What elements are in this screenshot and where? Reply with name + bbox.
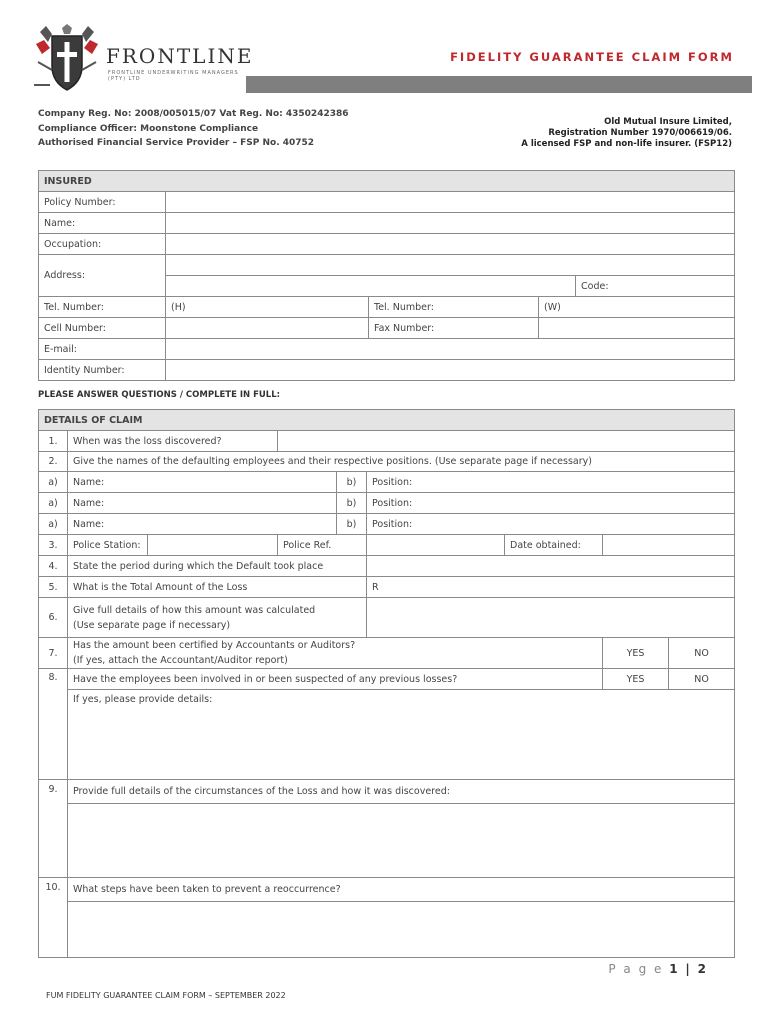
cell-number-field[interactable]: [166, 318, 369, 339]
q6-question: [68, 598, 367, 638]
frontline-logo: [32, 22, 254, 94]
emp3-position-label: Position:: [372, 518, 413, 530]
compliance-officer-line: Compliance Officer: Moonstone Compliance: [38, 123, 259, 134]
q9-question: Provide full details of the circumstances of the Loss and how it was discovered:: [68, 780, 735, 804]
police-station-field[interactable]: [148, 535, 278, 556]
q4-number: 4.: [39, 556, 68, 577]
insurer-name-line: Old Mutual Insure Limited,: [604, 117, 732, 127]
emp1-position-label: Position:: [372, 476, 413, 488]
identity-number-field[interactable]: [166, 360, 735, 381]
q5-question: What is the Total Amount of the Loss: [68, 577, 367, 598]
tel-w-field[interactable]: [539, 297, 735, 318]
emp3-name-label: Name:: [73, 518, 105, 530]
q1-answer-field[interactable]: [278, 431, 735, 452]
email-label: E-mail:: [39, 339, 166, 360]
q8-no-option[interactable]: NO: [669, 669, 735, 690]
insurer-license-line: A licensed FSP and non-life insurer. (FSP12): [521, 139, 732, 149]
code-field[interactable]: [576, 276, 735, 297]
page-number: [608, 962, 708, 976]
brand-subtitle: FRONTLINE UNDERWRITING MANAGERS (PTY) LTD: [108, 70, 239, 82]
emp2-position-field[interactable]: [367, 493, 735, 514]
emp1-name-label: Name:: [73, 476, 105, 488]
q8-question: Have the employees been involved in or been suspected of any previous losses?: [68, 669, 603, 690]
date-obtained-label: Date obtained:: [505, 535, 603, 556]
q8-details-label: If yes, please provide details:: [73, 694, 213, 705]
q6-line1: Give full details of how this amount was calculated: [73, 604, 316, 616]
code-label: Code:: [581, 280, 609, 292]
q3-number: 3.: [39, 535, 68, 556]
q1-question: When was the loss discovered?: [68, 431, 278, 452]
q2-question: Give the names of the defaulting employees and their respective positions. (Use separate page if necessary): [68, 452, 735, 472]
policy-number-label: Policy Number:: [39, 192, 166, 213]
cell-number-label: Cell Number:: [39, 318, 166, 339]
q9-number: 9.: [39, 780, 68, 878]
emp3-a-label: a): [39, 514, 68, 535]
policy-number-field[interactable]: [166, 192, 735, 213]
police-ref-field[interactable]: [367, 535, 505, 556]
police-ref-label: Police Ref.: [278, 535, 367, 556]
claim-heading: DETAILS OF CLAIM: [39, 410, 735, 431]
q7-number: 7.: [39, 638, 68, 669]
q7-no-option[interactable]: NO: [669, 638, 735, 669]
q6-line2: (Use separate page if necessary): [73, 619, 231, 631]
insurer-info: [521, 117, 732, 150]
fax-number-label: Fax Number:: [369, 318, 539, 339]
tel-number-label-h: Tel. Number:: [39, 297, 166, 318]
page-current: 1: [669, 962, 680, 976]
q8-number: 8.: [39, 669, 68, 780]
q7-question: [68, 638, 603, 669]
q4-answer-field[interactable]: [367, 556, 735, 577]
emp1-a-label: a): [39, 472, 68, 493]
tel-h-field[interactable]: [166, 297, 369, 318]
emp1-name-field[interactable]: [68, 472, 337, 493]
q1-number: 1.: [39, 431, 68, 452]
address-field-line2[interactable]: [166, 276, 576, 297]
name-label: Name:: [39, 213, 166, 234]
emp2-b-label: b): [337, 493, 367, 514]
q8-details-field[interactable]: [68, 690, 735, 780]
page-label: P a g e: [608, 962, 664, 976]
form-title: FIDELITY GUARANTEE CLAIM FORM: [450, 50, 734, 64]
q5-number: 5.: [39, 577, 68, 598]
q10-number: 10.: [39, 878, 68, 958]
emp3-b-label: b): [337, 514, 367, 535]
q6-answer-field[interactable]: [367, 598, 735, 638]
emp3-name-field[interactable]: [68, 514, 337, 535]
q10-answer-field[interactable]: [68, 902, 735, 958]
fsp-line: Authorised Financial Service Provider – FSP No. 40752: [38, 138, 315, 148]
instruction-text: PLEASE ANSWER QUESTIONS / COMPLETE IN FULL:: [38, 390, 281, 400]
address-label: Address:: [39, 255, 166, 297]
occupation-field[interactable]: [166, 234, 735, 255]
page-separator: |: [685, 962, 692, 976]
insurer-reg-line: Registration Number 1970/006619/06.: [548, 128, 732, 138]
q6-number: 6.: [39, 598, 68, 638]
q4-question: State the period during which the Default took place: [68, 556, 367, 577]
q7-yes-option[interactable]: YES: [603, 638, 669, 669]
insured-table: [38, 170, 735, 381]
occupation-label: Occupation:: [39, 234, 166, 255]
insured-heading: INSURED: [39, 171, 735, 192]
tel-h-label: (H): [171, 301, 186, 313]
police-station-label: Police Station:: [68, 535, 148, 556]
crest-icon: [32, 22, 102, 94]
emp2-name-label: Name:: [73, 497, 105, 509]
address-field-line1[interactable]: [166, 255, 735, 276]
q10-question: What steps have been taken to prevent a reoccurrence?: [68, 878, 735, 902]
tel-number-label-w: Tel. Number:: [369, 297, 539, 318]
name-field[interactable]: [166, 213, 735, 234]
emp2-position-label: Position:: [372, 497, 413, 509]
emp3-position-field[interactable]: [367, 514, 735, 535]
identity-number-label: Identity Number:: [39, 360, 166, 381]
brand-name: FRONTLINE: [106, 44, 254, 68]
claim-table: [38, 409, 735, 958]
q7-line1: Has the amount been certified by Accountants or Auditors?: [73, 640, 356, 651]
page-total: 2: [697, 962, 708, 976]
fax-number-field[interactable]: [539, 318, 735, 339]
emp1-position-field[interactable]: [367, 472, 735, 493]
footer-form-ref: FUM FIDELITY GUARANTEE CLAIM FORM – SEPTEMBER 2022: [46, 991, 286, 1000]
q7-line2: (If yes, attach the Accountant/Auditor report): [73, 655, 288, 666]
date-obtained-field[interactable]: [603, 535, 735, 556]
company-info: [38, 107, 349, 151]
q9-answer-field[interactable]: [68, 804, 735, 878]
title-bar: [246, 76, 752, 93]
emp2-name-field[interactable]: [68, 493, 337, 514]
company-reg-line: Company Reg. No: 2008/005015/07 Vat Reg. No: 4350242386: [38, 109, 349, 119]
q8-yes-option[interactable]: YES: [603, 669, 669, 690]
q2-number: 2.: [39, 452, 68, 472]
q5-answer-field[interactable]: [367, 577, 735, 598]
email-field[interactable]: [166, 339, 735, 360]
emp2-a-label: a): [39, 493, 68, 514]
tel-w-label: (W): [544, 301, 561, 313]
emp1-b-label: b): [337, 472, 367, 493]
q5-currency: R: [372, 581, 379, 593]
